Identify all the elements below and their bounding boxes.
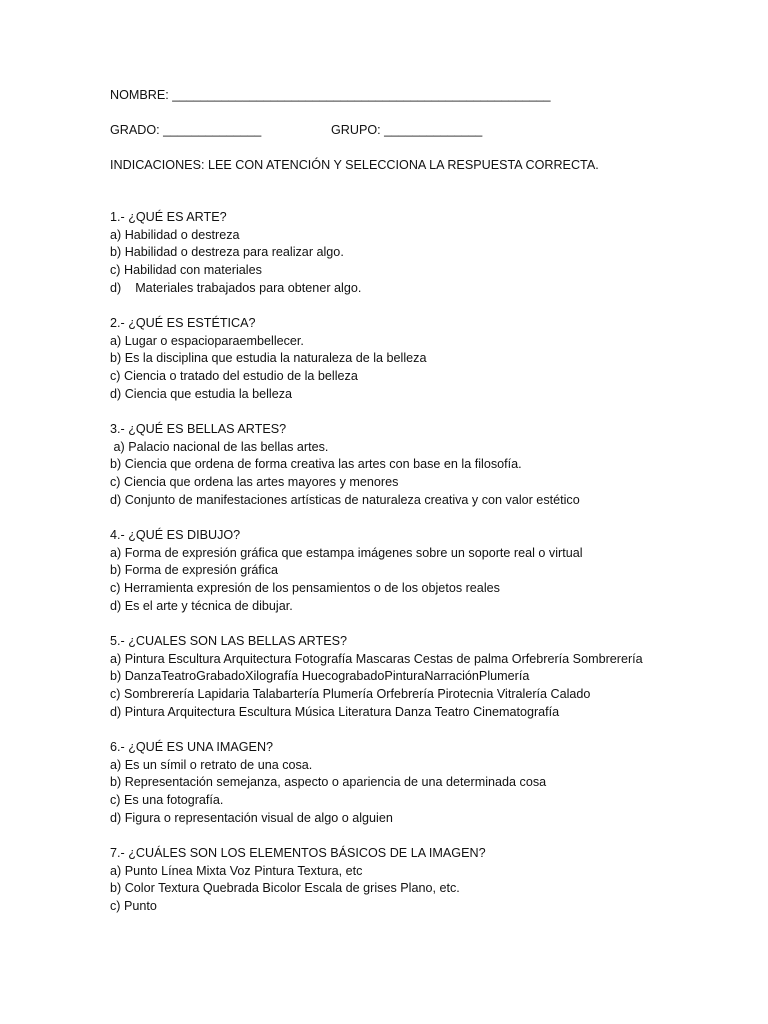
question-5-option-d: d) Pintura Arquitectura Escultura Música Literatura Danza Teatro Cinematografía: [110, 705, 560, 719]
question-6-option-c: c) Es una fotografía.: [110, 793, 224, 807]
grade-field-line: GRADO: ______________: [110, 123, 262, 137]
question-7-title: 7.- ¿CUÁLES SON LOS ELEMENTOS BÁSICOS DE LA IMAGEN?: [110, 846, 486, 860]
question-2-option-d: d) Ciencia que estudia la belleza: [110, 387, 293, 401]
question-2-option-b: b) Es la disciplina que estudia la naturaleza de la belleza: [110, 351, 427, 365]
group-field-line: GRUPO: ______________: [331, 123, 483, 137]
question-1-option-a: a) Habilidad o destreza: [110, 228, 240, 242]
question-4-option-a: a) Forma de expresión gráfica que estampa imágenes sobre un soporte real o virtual: [110, 546, 583, 560]
question-6-option-a: a) Es un símil o retrato de una cosa.: [110, 758, 313, 772]
question-3-title: 3.- ¿QUÉ ES BELLAS ARTES?: [110, 422, 287, 436]
question-3-option-c: c) Ciencia que ordena las artes mayores y menores: [110, 475, 399, 489]
question-5-option-c: c) Sombrerería Lapidaria Talabartería Plumería Orfebrería Pirotecnia Vitralería Calado: [110, 687, 591, 701]
question-6-option-d: d) Figura o representación visual de algo o alguien: [110, 811, 393, 825]
instructions: INDICACIONES: LEE CON ATENCIÓN Y SELECCIONA LA RESPUESTA CORRECTA.: [110, 158, 599, 172]
question-7-option-b: b) Color Textura Quebrada Bicolor Escala de grises Plano, etc.: [110, 881, 460, 895]
question-7-option-c: c) Punto: [110, 899, 157, 913]
question-5-option-a: a) Pintura Escultura Arquitectura Fotografía Mascaras Cestas de palma Orfebrería Sombrerería: [110, 652, 643, 666]
question-4-option-d: d) Es el arte y técnica de dibujar.: [110, 599, 293, 613]
question-1-title: 1.- ¿QUÉ ES ARTE?: [110, 210, 227, 224]
question-3-option-b: b) Ciencia que ordena de forma creativa las artes con base en la filosofía.: [110, 457, 522, 471]
question-4-option-c: c) Herramienta expresión de los pensamientos o de los objetos reales: [110, 581, 500, 595]
question-2-title: 2.- ¿QUÉ ES ESTÉTICA?: [110, 316, 256, 330]
question-2-option-c: c) Ciencia o tratado del estudio de la belleza: [110, 369, 358, 383]
question-6-title: 6.- ¿QUÉ ES UNA IMAGEN?: [110, 740, 274, 754]
question-4-option-b: b) Forma de expresión gráfica: [110, 563, 278, 577]
name-field-line: NOMBRE: ______________________________________________________: [110, 88, 551, 102]
question-6-option-b: b) Representación semejanza, aspecto o apariencia de una determinada cosa: [110, 775, 547, 789]
question-7-option-a: a) Punto Línea Mixta Voz Pintura Textura, etc: [110, 864, 363, 878]
question-1-option-b: b) Habilidad o destreza para realizar algo.: [110, 245, 344, 259]
question-5-option-b: b) DanzaTeatroGrabadoXilografía HuecograbadoPinturaNarraciónPlumería: [110, 669, 530, 683]
question-2-option-a: a) Lugar o espacioparaembellecer.: [110, 334, 304, 348]
question-5-title: 5.- ¿CUALES SON LAS BELLAS ARTES?: [110, 634, 348, 648]
question-3-option-a: a) Palacio nacional de las bellas artes.: [110, 440, 329, 454]
question-3-option-d: d) Conjunto de manifestaciones artísticas de naturaleza creativa y con valor estético: [110, 493, 580, 507]
question-1-option-d: d) Materiales trabajados para obtener algo.: [110, 281, 362, 295]
question-1-option-c: c) Habilidad con materiales: [110, 263, 262, 277]
question-4-title: 4.- ¿QUÉ ES DIBUJO?: [110, 528, 241, 542]
